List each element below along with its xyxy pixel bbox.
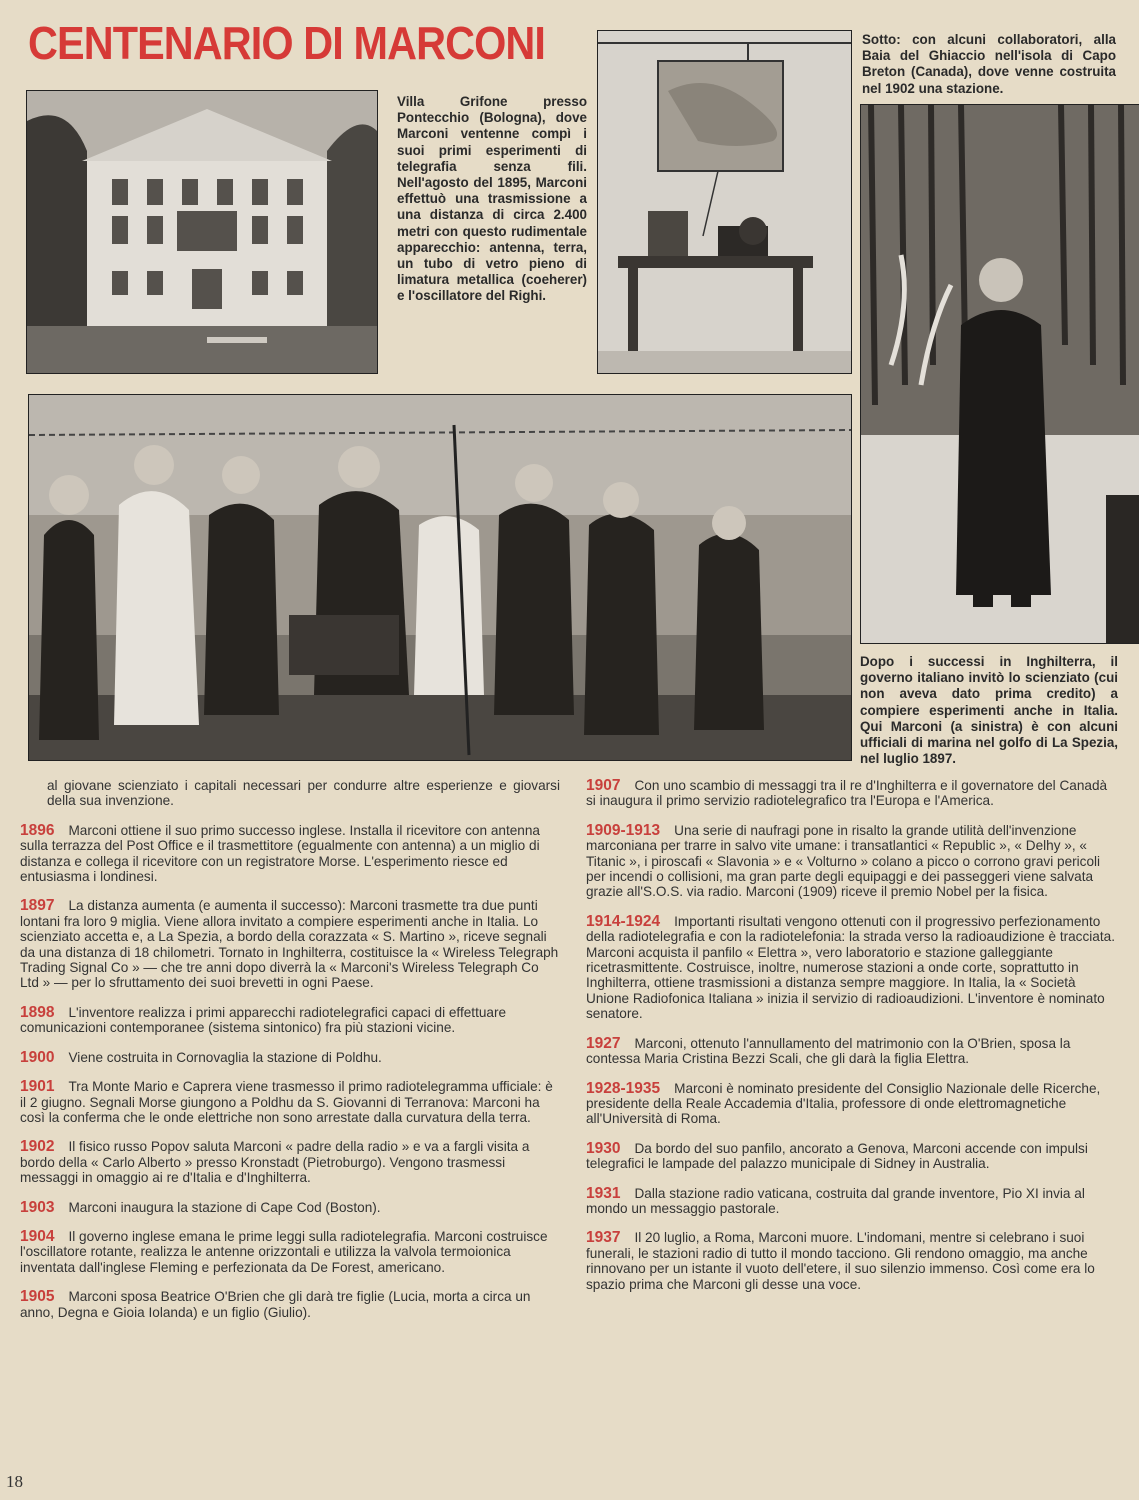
timeline-entry [20, 1200, 560, 1215]
timeline-text: Marconi sposa Beatrice O'Brien che gli darà tre figlie (Lucia, morta a circa un anno, Degna e Gioia Iolanda) e un figlio (Giulio). [20, 1289, 531, 1320]
villa-grifone-photo [26, 90, 378, 374]
timeline-year: 1928-1935 [586, 1079, 661, 1097]
timeline-entry [20, 1050, 560, 1065]
timeline-year: 1927 [586, 1034, 621, 1052]
timeline-text: La distanza aumenta (e aumenta il successo): Marconi trasmette tra due punti lontani fra loro 9 miglia. Viene allora invitato a compiere esperimenti anche in Italia. Lo scienziato accetta e, a La Spezia, a bordo della corazzata « S. Martino », riceve segnali da una distanza di 18 chilometri. Tornato in Inghilterra, costituisce la « Wireless Telegraph Trading Signal Co » — che tre anni dopo diverrà la « Marconi's Wireless Telegraph Co Ltd » — per lo sfruttamento dei suoi brevetti in ogni Paese. [20, 898, 559, 991]
timeline-entry [586, 778, 1116, 809]
timeline-entry [20, 1229, 560, 1275]
left-column [20, 778, 560, 1334]
timeline-entry [586, 914, 1116, 1022]
villa-caption: Villa Grifone presso Pontecchio (Bologna), dove Marconi ventenne compì i suoi primi esperimenti di telegrafia senza fili. Nell'agosto del 1895, Marconi effettuò una trasmissione a una distanza di circa 2.400 metri con questo rudimentale apparecchio: antenna, terra, un tubo di vetro pieno di limatura metallica (coeherer) e l'oscillatore del Righi. [397, 94, 587, 304]
timeline-entry [20, 898, 560, 990]
timeline-entry [586, 1186, 1116, 1217]
timeline-year: 1930 [586, 1139, 621, 1157]
apparatus-photo [597, 30, 852, 374]
timeline-text: Con uno scambio di messaggi tra il re d'Inghilterra e il governatore del Canadà si inaugura il primo servizio radiotelegrafico tra l'Europa e l'America. [586, 778, 1108, 809]
timeline-year: 1909-1913 [586, 821, 661, 839]
timeline-year: 1907 [586, 777, 621, 794]
timeline-year: 1937 [586, 1229, 621, 1247]
timeline-text: Importanti risultati vengono ottenuti con il progressivo perfezionamento della radiotelegrafia e con la radiotelefonia: la strada verso la radioaudizione è tracciata. Marconi acquista il panfilo « Elettra », vero laboratorio e stazione galleggiante ricetrasmittente. Costruisce, inoltre, numerose stazioni a onde corte, soprattutto in Inghilterra, ottiene trasmissioni a distanza sempre maggiore. In Italia, la « Società Unione Radiofonica Italiana » inizia il servizio di radioaudizioni. L'inventore è nominato senatore. [586, 913, 1115, 1022]
timeline-year: 1904 [20, 1227, 55, 1245]
timeline-text: Una serie di naufragi pone in risalto la grande utilità dell'invenzione marconiana per trarre in salvo vite umane: i transatlantici « Republic », « Delhy », « Titanic », i piroscafi « Slavonia » e « Volturno » colano a picco o corrono gravi pericoli per incendi o collisioni, ma gran parte degli equipaggi e dei passeggeri viene salvata grazie all'S.O.S. via radio. Marconi (1909) riceve il premio Nobel per la fisica. [586, 822, 1101, 900]
capo-breton-photo [860, 104, 1139, 644]
timeline-entry [20, 1139, 560, 1185]
timeline-text: Marconi, ottenuto l'annullamento del matrimonio con la O'Brien, sposa la contessa Maria Cristina Bezzi Scali, che gli darà la figlia Elettra. [586, 1035, 1071, 1067]
timeline-year: 1901 [20, 1078, 55, 1096]
timeline-text: Marconi è nominato presidente del Consiglio Nazionale delle Ricerche, presidente della Reale Accademia d'Italia, professore di onde elettromagnetiche all'Università di Roma. [586, 1080, 1101, 1127]
page-title: CENTENARIO DI MARCONI [28, 17, 546, 69]
timeline-entry [586, 1036, 1116, 1067]
timeline-year: 1898 [20, 1003, 55, 1021]
timeline-text: Dalla stazione radio vaticana, costruita dal grande inventore, Pio XI invia al mondo un messaggio pastorale. [586, 1185, 1085, 1216]
timeline-entry [20, 1005, 560, 1036]
timeline-entry [20, 1289, 560, 1320]
timeline-year: 1896 [20, 821, 55, 839]
timeline-year: 1905 [20, 1288, 55, 1306]
capo-breton-caption: Sotto: con alcuni collaboratori, alla Baia del Ghiaccio nell'isola di Capo Breton (Canada), dove venne costruita nel 1902 una stazione. [862, 32, 1116, 96]
intro-paragraph: al giovane scienziato i capitali necessari per condurre altre esperienze e giovarsi della sua invenzione. [47, 778, 560, 809]
timeline-year: 1903 [20, 1198, 55, 1216]
timeline-year: 1931 [586, 1184, 621, 1202]
timeline-entry [20, 823, 560, 885]
timeline-entry [586, 1230, 1116, 1292]
la-spezia-caption: Dopo i successi in Inghilterra, il governo italiano invitò lo scienziato (cui non aveva dato prima credito) a compiere esperimenti anche in Italia. Qui Marconi (a sinistra) è con alcuni ufficiali di marina nel golfo di La Spezia, nel luglio 1897. [860, 654, 1118, 767]
la-spezia-group-photo [28, 394, 852, 761]
timeline-text: Marconi ottiene il suo primo successo inglese. Installa il ricevitore con antenna sulla terrazza del Post Office e il trasmettitore (egualmente con antenna) a un miglio di distanza e collega il ricevitore con un registratore Morse. L'esperimento riesce ed entusiasma i londinesi. [20, 822, 540, 885]
timeline-entry [586, 1141, 1116, 1172]
timeline-text: Il 20 luglio, a Roma, Marconi muore. L'indomani, mentre si celebrano i suoi funerali, le stazioni radio di tutto il mondo tacciono. Gli rendono omaggio, ma anche rinnovano per un istante il vuoto dell'etere, il suo silenzio immenso. Così come era lo spazio prima che Marconi gli desse una voce. [586, 1230, 1095, 1292]
timeline-text: Tra Monte Mario e Caprera viene trasmesso il primo radiotelegramma ufficiale: è il 2 giugno. Segnali Morse giungono a Poldhu da S. Giovanni di Terranova: Marconi ha così la conferma che le onde elettriche non sono arrestate dalla curvatura della terra. [20, 1079, 553, 1125]
timeline-text: Il governo inglese emana le prime leggi sulla radiotelegrafia. Marconi costruisce l'oscillatore rotante, realizza le antenne orizzontali e utilizza la valvola termoionica inventata dall'inglese Fleming e perfezionata da De Forest, americano. [20, 1228, 548, 1275]
timeline-text: Il fisico russo Popov saluta Marconi « padre della radio » e va a fargli visita a bordo della « Carlo Alberto » presso Kronstadt (Pietroburgo). Vengono trasmessi messaggi in omaggio ai re d'Italia e d'Inghilterra. [20, 1139, 530, 1186]
page-number: 18 [6, 1472, 23, 1491]
timeline-entry [586, 823, 1116, 900]
timeline-year: 1902 [20, 1138, 55, 1156]
timeline-entry [586, 1081, 1116, 1127]
timeline-text: Viene costruita in Cornovaglia la stazione di Poldhu. [68, 1049, 382, 1065]
right-column [586, 778, 1116, 1306]
timeline-text: L'inventore realizza i primi apparecchi radiotelegrafici capaci di effettuare comunicazioni contemporanee (sistema sintonico) fra più stazioni vicine. [20, 1004, 507, 1036]
timeline-text: Da bordo del suo panfilo, ancorato a Genova, Marconi accende con impulsi telegrafici le lampade del palazzo municipale di Sidney in Australia. [586, 1140, 1088, 1172]
timeline-year: 1914-1924 [586, 912, 661, 930]
timeline-entry [20, 1079, 560, 1125]
timeline-year: 1897 [20, 897, 55, 915]
timeline-text: Marconi inaugura la stazione di Cape Cod (Boston). [68, 1199, 381, 1215]
timeline-year: 1900 [20, 1048, 55, 1066]
